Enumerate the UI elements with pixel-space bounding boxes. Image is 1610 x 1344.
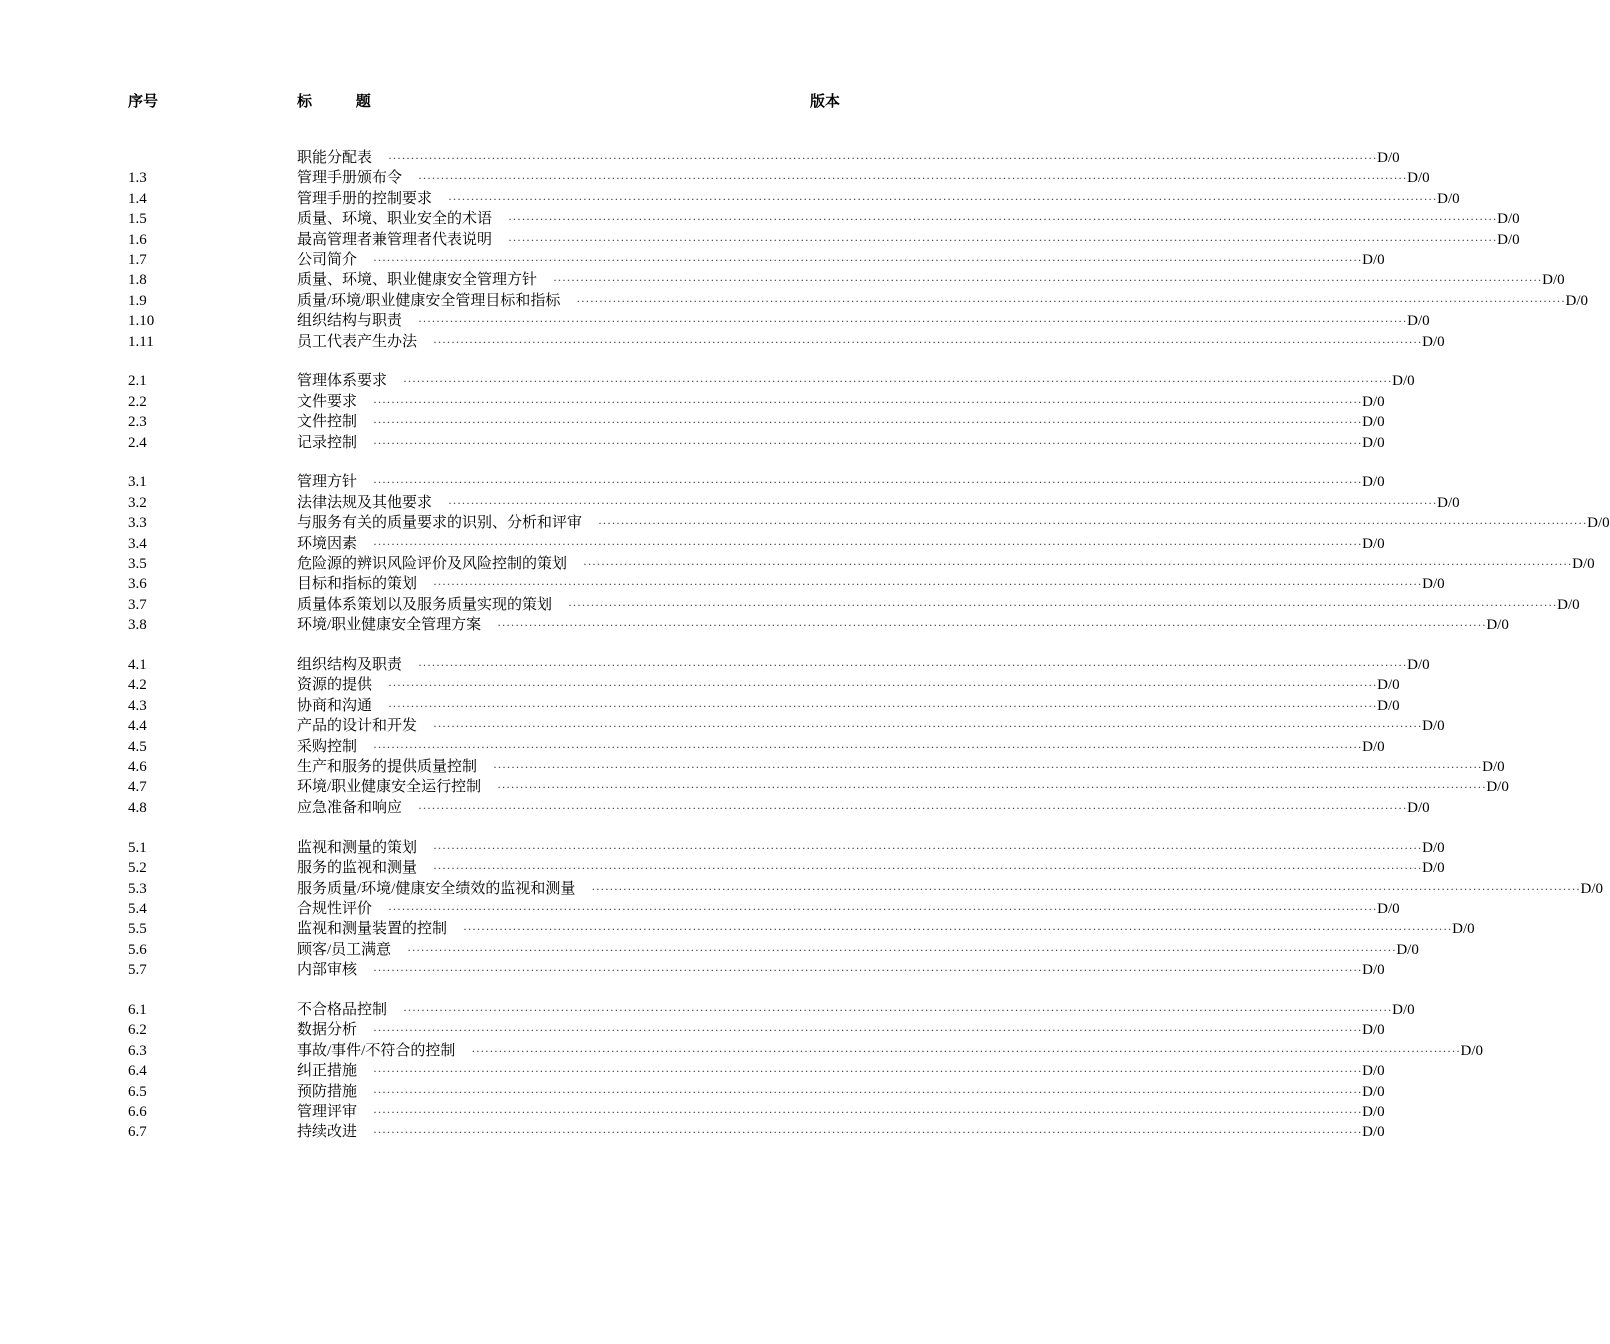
toc-row-number: 5.5 xyxy=(128,921,147,938)
toc-section xyxy=(128,838,1603,981)
toc-row-title: 顾客/员工满意 xyxy=(297,941,392,958)
toc-row-title: 组织结构及职责 xyxy=(297,657,403,674)
toc-section xyxy=(128,371,1415,453)
toc-row-number: 6.5 xyxy=(128,1083,147,1100)
toc-row xyxy=(128,291,1588,311)
toc-row-entry xyxy=(297,554,1595,574)
toc-row-entry xyxy=(297,574,1445,594)
toc-row-entry xyxy=(297,737,1385,757)
toc-row-title: 协商和沟通 xyxy=(297,697,373,714)
toc-row-entry xyxy=(297,392,1385,412)
toc-row-title: 记录控制 xyxy=(297,434,358,451)
toc-row-version: D/0 xyxy=(1572,556,1595,573)
toc-row xyxy=(128,858,1445,878)
toc-row-number: 6.4 xyxy=(128,1063,147,1080)
toc-row-number: 4.7 xyxy=(128,779,147,796)
toc-row-number: 3.5 xyxy=(128,556,147,573)
toc-row-version: D/0 xyxy=(1580,880,1603,897)
toc-leader-dots: ···························································································································································································································· xyxy=(433,840,1423,855)
toc-row-title: 环境因素 xyxy=(297,535,358,552)
toc-row xyxy=(128,1041,1483,1061)
toc-row xyxy=(128,757,1505,777)
toc-leader-dots: ···························································································································································································································· xyxy=(433,719,1423,734)
toc-row xyxy=(128,230,1520,250)
toc-leader-dots: ···························································································································································································································· xyxy=(418,658,1408,673)
toc-row-title: 服务的监视和测量 xyxy=(297,860,418,877)
toc-row-title: 管理手册颁布令 xyxy=(297,170,403,187)
toc-leader-dots: ···························································································································································································································· xyxy=(373,1064,1363,1079)
toc-row-version: D/0 xyxy=(1497,211,1520,228)
toc-row xyxy=(128,737,1385,757)
toc-leader-dots: ···························································································································································································································· xyxy=(403,1002,1393,1017)
toc-leader-dots: ···························································································································································································································· xyxy=(407,942,1397,957)
toc-row-title: 产品的设计和开发 xyxy=(297,718,418,735)
toc-row xyxy=(128,675,1400,695)
toc-row-number: 5.3 xyxy=(128,880,147,897)
toc-row-title: 环境/职业健康安全管理方案 xyxy=(297,617,482,634)
toc-row xyxy=(128,371,1415,391)
toc-row-number: 5.1 xyxy=(128,839,147,856)
toc-leader-dots: ···························································································································································································································· xyxy=(448,495,1438,510)
toc-row-version: D/0 xyxy=(1486,617,1509,634)
toc-row-entry xyxy=(297,168,1430,188)
toc-row-title: 预防措施 xyxy=(297,1083,358,1100)
toc-leader-dots: ···························································································································································································································· xyxy=(497,780,1487,795)
toc-row xyxy=(128,595,1580,615)
toc-leader-dots: ···························································································································································································································· xyxy=(433,577,1423,592)
toc-leader-dots: ···························································································································································································································· xyxy=(471,1043,1461,1058)
toc-row-title: 服务质量/环境/健康安全绩效的监视和测量 xyxy=(297,880,576,897)
toc-row-number: 1.7 xyxy=(128,251,147,268)
toc-row xyxy=(128,148,1400,168)
toc-section xyxy=(128,148,1588,352)
toc-row-number: 6.7 xyxy=(128,1124,147,1141)
toc-row-number: 1.5 xyxy=(128,211,147,228)
toc-row-version: D/0 xyxy=(1362,535,1385,552)
toc-row-version: D/0 xyxy=(1407,657,1430,674)
toc-row xyxy=(128,1061,1385,1081)
toc-row-version: D/0 xyxy=(1482,759,1505,776)
toc-row xyxy=(128,209,1520,229)
toc-row-entry xyxy=(297,899,1400,919)
toc-row-title: 资源的提供 xyxy=(297,677,373,694)
toc-row-number: 2.1 xyxy=(128,373,147,390)
toc-row-title: 纠正措施 xyxy=(297,1063,358,1080)
toc-row-title: 监视和测量的策划 xyxy=(297,839,418,856)
toc-row-title: 公司简介 xyxy=(297,251,358,268)
toc-row-number: 1.3 xyxy=(128,170,147,187)
toc-row-entry xyxy=(297,919,1475,939)
toc-row-entry xyxy=(297,1020,1385,1040)
toc-leader-dots: ···························································································································································································································· xyxy=(418,314,1408,329)
toc-row-version: D/0 xyxy=(1452,921,1475,938)
toc-row-title: 应急准备和响应 xyxy=(297,799,403,816)
toc-row-number: 4.4 xyxy=(128,718,147,735)
toc-row-number: 4.3 xyxy=(128,697,147,714)
toc-row-number: 3.3 xyxy=(128,515,147,532)
toc-row-number: 4.2 xyxy=(128,677,147,694)
header-version-label: 版本 xyxy=(809,94,840,110)
toc-row xyxy=(128,696,1400,716)
toc-leader-dots: ···························································································································································································································· xyxy=(373,1125,1363,1140)
toc-row-version: D/0 xyxy=(1542,272,1565,289)
toc-leader-dots: ···························································································································································································································· xyxy=(373,1084,1363,1099)
toc-header xyxy=(128,90,840,114)
toc-row-version: D/0 xyxy=(1362,738,1385,755)
toc-row-entry xyxy=(297,250,1385,270)
toc-row-number: 6.2 xyxy=(128,1022,147,1039)
toc-row xyxy=(128,332,1445,352)
toc-leader-dots: ···························································································································································································································· xyxy=(373,1104,1363,1119)
toc-row-version: D/0 xyxy=(1486,779,1509,796)
toc-row-title: 合规性评价 xyxy=(297,900,373,917)
toc-row-entry xyxy=(297,675,1400,695)
toc-row-version: D/0 xyxy=(1377,900,1400,917)
toc-row xyxy=(128,534,1385,554)
toc-row xyxy=(128,919,1475,939)
toc-row-number: 2.3 xyxy=(128,414,147,431)
toc-row-entry xyxy=(297,148,1400,168)
toc-row-title: 质量/环境/职业健康安全管理目标和指标 xyxy=(297,292,561,309)
toc-section xyxy=(128,472,1610,635)
toc-row xyxy=(128,838,1445,858)
toc-section xyxy=(128,1000,1483,1143)
toc-row xyxy=(128,777,1509,797)
toc-leader-dots: ···························································································································································································································· xyxy=(388,698,1378,713)
toc-row-title: 文件控制 xyxy=(297,414,358,431)
toc-row-entry xyxy=(297,655,1430,675)
toc-row-number: 6.6 xyxy=(128,1103,147,1120)
toc-row-number: 3.4 xyxy=(128,535,147,552)
toc-leader-dots: ···························································································································································································································· xyxy=(508,212,1498,227)
toc-row-entry xyxy=(297,1122,1385,1142)
toc-row-title: 质量体系策划以及服务质量实现的策划 xyxy=(297,596,553,613)
toc-row xyxy=(128,960,1385,980)
toc-row-entry xyxy=(297,1082,1385,1102)
toc-row-number: 3.6 xyxy=(128,576,147,593)
toc-row xyxy=(128,412,1385,432)
toc-row-number: 3.2 xyxy=(128,494,147,511)
toc-row-entry xyxy=(297,209,1520,229)
toc-row-version: D/0 xyxy=(1362,1083,1385,1100)
toc-row-version: D/0 xyxy=(1587,515,1610,532)
toc-row-version: D/0 xyxy=(1377,697,1400,714)
toc-row-version: D/0 xyxy=(1362,962,1385,979)
toc-row-title: 环境/职业健康安全运行控制 xyxy=(297,779,482,796)
toc-row-entry xyxy=(297,879,1603,899)
toc-leader-dots: ···························································································································································································································· xyxy=(598,516,1588,531)
toc-row-entry xyxy=(297,332,1445,352)
toc-row xyxy=(128,1020,1385,1040)
toc-row-entry xyxy=(297,230,1520,250)
toc-leader-dots: ···························································································································································································································· xyxy=(568,597,1558,612)
toc-row-entry xyxy=(297,534,1385,554)
toc-leader-dots: ···························································································································································································································· xyxy=(373,475,1363,490)
toc-row-title: 组织结构与职责 xyxy=(297,313,403,330)
toc-leader-dots: ···························································································································································································································· xyxy=(433,861,1423,876)
toc-row-number: 3.7 xyxy=(128,596,147,613)
toc-row-title: 内部审核 xyxy=(297,962,358,979)
header-number-label: 序号 xyxy=(128,94,159,110)
toc-row-entry xyxy=(297,615,1509,635)
toc-leader-dots: ···························································································································································································································· xyxy=(373,415,1363,430)
toc-row-number: 6.1 xyxy=(128,1001,147,1018)
toc-row-title: 最高管理者兼管理者代表说明 xyxy=(297,231,493,248)
toc-leader-dots: ···························································································································································································································· xyxy=(388,151,1378,165)
toc-leader-dots: ···························································································································································································································· xyxy=(508,232,1498,247)
toc-section xyxy=(128,655,1509,818)
toc-row-entry xyxy=(297,1102,1385,1122)
toc-row xyxy=(128,798,1430,818)
toc-row xyxy=(128,1082,1385,1102)
toc-row-title: 管理手册的控制要求 xyxy=(297,190,433,207)
toc-row-entry xyxy=(297,513,1610,533)
toc-row-version: D/0 xyxy=(1362,393,1385,410)
toc-row xyxy=(128,574,1445,594)
toc-row-entry xyxy=(297,311,1430,331)
toc-row-number: 5.6 xyxy=(128,941,147,958)
toc-row xyxy=(128,899,1400,919)
toc-leader-dots: ···························································································································································································································· xyxy=(388,901,1378,916)
toc-row-entry xyxy=(297,798,1430,818)
toc-row xyxy=(128,189,1460,209)
toc-row-entry xyxy=(297,189,1460,209)
toc-row-number: 1.11 xyxy=(128,333,154,350)
toc-leader-dots: ···························································································································································································································· xyxy=(493,760,1483,775)
toc-row-title: 管理评审 xyxy=(297,1103,358,1120)
toc-row-version: D/0 xyxy=(1437,494,1460,511)
toc-row-version: D/0 xyxy=(1362,414,1385,431)
toc-row xyxy=(128,168,1430,188)
header-title-label: 标 题 xyxy=(297,94,391,110)
toc-leader-dots: ···························································································································································································································· xyxy=(373,1023,1363,1038)
toc-row xyxy=(128,1102,1385,1122)
toc-leader-dots: ···························································································································································································································· xyxy=(418,171,1408,186)
toc-leader-dots: ···························································································································································································································· xyxy=(497,618,1487,633)
toc-leader-dots: ···························································································································································································································· xyxy=(591,881,1581,896)
toc-row-version: D/0 xyxy=(1362,1022,1385,1039)
toc-row-version: D/0 xyxy=(1377,150,1400,166)
toc-row-number: 2.2 xyxy=(128,393,147,410)
toc-row-version: D/0 xyxy=(1422,576,1445,593)
toc-row xyxy=(128,472,1385,492)
toc-row xyxy=(128,554,1595,574)
toc-row-entry xyxy=(297,696,1400,716)
toc-row xyxy=(128,513,1610,533)
toc-row xyxy=(128,250,1385,270)
toc-row-number: 4.1 xyxy=(128,657,147,674)
toc-row-title: 管理方针 xyxy=(297,474,358,491)
toc-row-version: D/0 xyxy=(1407,799,1430,816)
toc-leader-dots: ···························································································································································································································· xyxy=(373,394,1363,409)
toc-row-entry xyxy=(297,291,1588,311)
toc-row-version: D/0 xyxy=(1362,1063,1385,1080)
toc-row-entry xyxy=(297,1000,1415,1020)
toc-row-entry xyxy=(297,838,1445,858)
toc-row-title: 生产和服务的提供质量控制 xyxy=(297,759,478,776)
toc-leader-dots: ···························································································································································································································· xyxy=(433,334,1423,349)
toc-row-title: 与服务有关的质量要求的识别、分析和评审 xyxy=(297,515,583,532)
toc-row-entry xyxy=(297,1041,1483,1061)
toc-row xyxy=(128,615,1509,635)
toc-leader-dots: ···························································································································································································································· xyxy=(583,557,1573,572)
toc-leader-dots: ···························································································································································································································· xyxy=(388,678,1378,693)
toc-row xyxy=(128,940,1419,960)
toc-row-title: 采购控制 xyxy=(297,738,358,755)
toc-row xyxy=(128,716,1445,736)
toc-row-number: 5.2 xyxy=(128,860,147,877)
toc-row-number: 1.6 xyxy=(128,231,147,248)
toc-row-version: D/0 xyxy=(1460,1042,1483,1059)
toc-row-number: 1.9 xyxy=(128,292,147,309)
toc-row-version: D/0 xyxy=(1362,251,1385,268)
toc-row-entry xyxy=(297,757,1505,777)
toc-row xyxy=(128,879,1603,899)
toc-row-title: 职能分配表 xyxy=(297,150,373,166)
toc-row xyxy=(128,270,1565,290)
toc-row-version: D/0 xyxy=(1396,941,1419,958)
toc-row-version: D/0 xyxy=(1362,474,1385,491)
toc-row-number: 3.8 xyxy=(128,617,147,634)
toc-leader-dots: ···························································································································································································································· xyxy=(403,374,1393,389)
toc-row-version: D/0 xyxy=(1377,677,1400,694)
toc-row-number: 1.8 xyxy=(128,272,147,289)
toc-row-version: D/0 xyxy=(1362,434,1385,451)
toc-row-number: 1.10 xyxy=(128,313,155,330)
toc-row-version: D/0 xyxy=(1565,292,1588,309)
toc-row-title: 目标和指标的策划 xyxy=(297,576,418,593)
toc-row-title: 质量、环境、职业安全的术语 xyxy=(297,211,493,228)
toc-row-title: 数据分析 xyxy=(297,1022,358,1039)
toc-row-entry xyxy=(297,940,1419,960)
toc-row-entry xyxy=(297,716,1445,736)
toc-row-version: D/0 xyxy=(1497,231,1520,248)
toc-row-version: D/0 xyxy=(1422,860,1445,877)
toc-row-version: D/0 xyxy=(1422,333,1445,350)
toc-row-title: 员工代表产生办法 xyxy=(297,333,418,350)
toc-row-title: 文件要求 xyxy=(297,393,358,410)
toc-row-title: 质量、环境、职业健康安全管理方针 xyxy=(297,272,538,289)
toc-row-version: D/0 xyxy=(1422,839,1445,856)
toc-row-entry xyxy=(297,595,1580,615)
toc-row-version: D/0 xyxy=(1407,170,1430,187)
toc-row-title: 监视和测量装置的控制 xyxy=(297,921,448,938)
toc-row xyxy=(128,655,1430,675)
toc-row-title: 不合格品控制 xyxy=(297,1001,388,1018)
toc-row-version: D/0 xyxy=(1407,313,1430,330)
toc-row-number: 3.1 xyxy=(128,474,147,491)
toc-row-title: 法律法规及其他要求 xyxy=(297,494,433,511)
toc-row-entry xyxy=(297,412,1385,432)
toc-row-entry xyxy=(297,472,1385,492)
table-of-contents xyxy=(128,148,1610,1162)
toc-row-version: D/0 xyxy=(1392,373,1415,390)
toc-leader-dots: ···························································································································································································································· xyxy=(576,293,1566,308)
toc-row xyxy=(128,493,1460,513)
toc-row-title: 危险源的辨识风险评价及风险控制的策划 xyxy=(297,556,568,573)
toc-row-entry xyxy=(297,371,1415,391)
toc-leader-dots: ···························································································································································································································· xyxy=(373,435,1363,450)
toc-row-version: D/0 xyxy=(1392,1001,1415,1018)
toc-row xyxy=(128,1122,1385,1142)
toc-leader-dots: ···························································································································································································································· xyxy=(418,800,1408,815)
toc-row-number: 4.6 xyxy=(128,759,147,776)
toc-leader-dots: ···························································································································································································································· xyxy=(373,963,1363,978)
toc-row-version: D/0 xyxy=(1437,190,1460,207)
toc-row-entry xyxy=(297,858,1445,878)
toc-row-number: 1.4 xyxy=(128,190,147,207)
toc-row-title: 持续改进 xyxy=(297,1124,358,1141)
toc-leader-dots: ···························································································································································································································· xyxy=(373,252,1363,267)
toc-row-entry xyxy=(297,433,1385,453)
toc-row-number: 4.5 xyxy=(128,738,147,755)
toc-row-version: D/0 xyxy=(1422,718,1445,735)
toc-row-version: D/0 xyxy=(1362,1124,1385,1141)
toc-leader-dots: ···························································································································································································································· xyxy=(448,191,1438,206)
toc-row-number: 2.4 xyxy=(128,434,147,451)
toc-row-number: 5.4 xyxy=(128,900,147,917)
toc-row xyxy=(128,433,1385,453)
toc-row-title: 事故/事件/不符合的控制 xyxy=(297,1042,456,1059)
toc-leader-dots: ···························································································································································································································· xyxy=(373,739,1363,754)
toc-leader-dots: ···························································································································································································································· xyxy=(373,536,1363,551)
toc-leader-dots: ···························································································································································································································· xyxy=(553,273,1543,288)
toc-row-entry xyxy=(297,777,1509,797)
toc-row-entry xyxy=(297,493,1460,513)
toc-row-entry xyxy=(297,960,1385,980)
toc-row xyxy=(128,311,1430,331)
toc-row-entry xyxy=(297,1061,1385,1081)
toc-leader-dots: ···························································································································································································································· xyxy=(463,922,1453,937)
toc-row-number: 5.7 xyxy=(128,962,147,979)
toc-row-number: 6.3 xyxy=(128,1042,147,1059)
toc-row-version: D/0 xyxy=(1557,596,1580,613)
toc-row-entry xyxy=(297,270,1565,290)
toc-row xyxy=(128,392,1385,412)
toc-row xyxy=(128,1000,1415,1020)
toc-row-title: 管理体系要求 xyxy=(297,373,388,390)
toc-row-number: 4.8 xyxy=(128,799,147,816)
toc-row-version: D/0 xyxy=(1362,1103,1385,1120)
